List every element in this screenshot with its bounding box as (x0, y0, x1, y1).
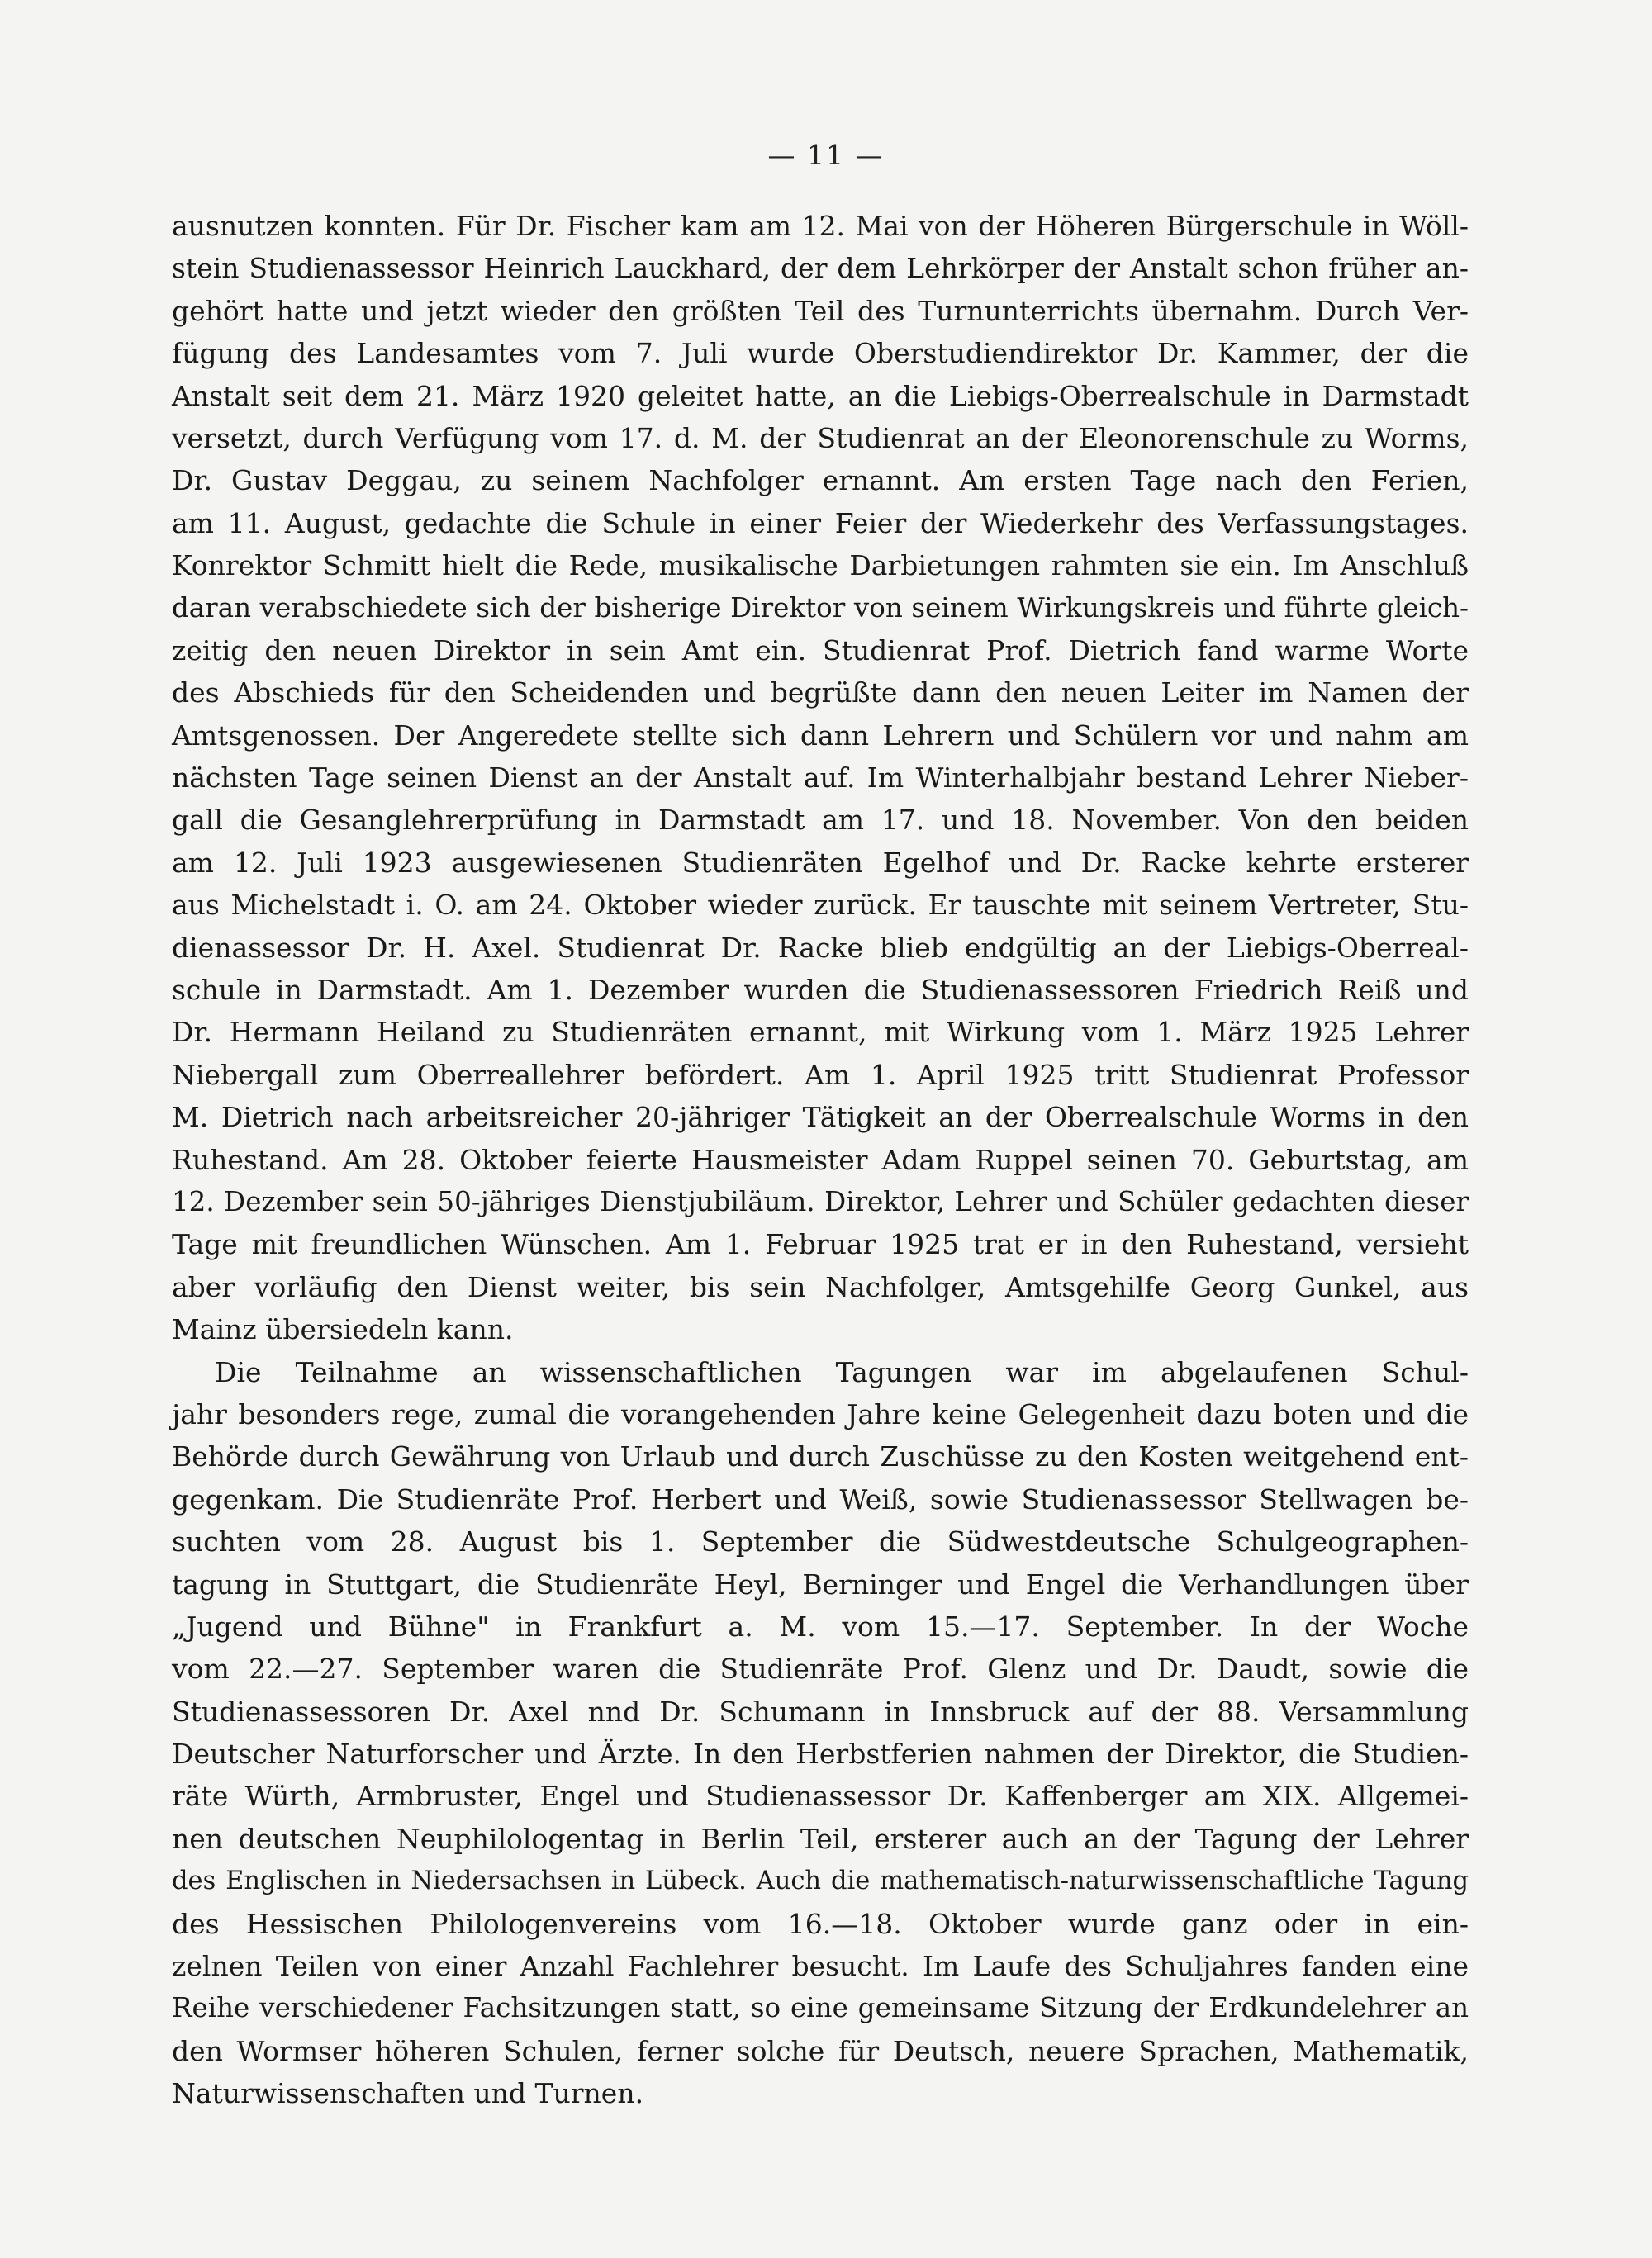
text-line: nen deutschen Neuphilologentag in Berlin Teil, ersterer auch an der Tagung der Lehrer (172, 1822, 1469, 1855)
text-line: nächsten Tage seinen Dienst an der Anstalt auf. Im Winterhalbjahr bestand Lehrer Nieber- (172, 761, 1469, 795)
text-line: aber vorläufig den Dienst weiter, bis sein Nachfolger, Amtsgehilfe Georg Gunkel, aus (172, 1270, 1469, 1303)
text-line: Dr. Hermann Heiland zu Studienräten ernannt, mit Wirkung vom 1. März 1925 Lehrer (172, 1016, 1469, 1049)
paragraph-start-line: Die Teilnahme an wissenschaftlichen Tagungen war im abgelaufenen Schul- (215, 1355, 1469, 1388)
text-line: ausnutzen konnten. Für Dr. Fischer kam am 12. Mai von der Höheren Bürgerschule in Wöll- (172, 210, 1469, 242)
text-line: fügung des Landesamtes vom 7. Juli wurde Oberstudiendirektor Dr. Kammer, der die (172, 337, 1469, 370)
text-line: gehört hatte und jetzt wieder den größten Teil des Turnunterrichts übernahm. Durch Ver- (172, 294, 1469, 327)
text-line: Anstalt seit dem 21. März 1920 geleitet hatte, an die Liebigs-Oberrealschule in Darmstadt (172, 379, 1469, 412)
page-number: — 11 — (767, 139, 885, 171)
text-line: Deutscher Naturforscher und Ärzte. In den Herbstferien nahmen der Direktor, die Studien- (172, 1738, 1469, 1771)
text-line: vom 22.—27. September waren die Studienräte Prof. Glenz und Dr. Daudt, sowie die (172, 1653, 1469, 1686)
text-line: M. Dietrich nach arbeitsreicher 20-jähriger Tätigkeit an der Oberrealschule Worms in den (172, 1101, 1469, 1134)
text-line: Studienassessoren Dr. Axel nnd Dr. Schumann in Innsbruck auf der 88. Versammlung (172, 1695, 1469, 1728)
text-line: Behörde durch Gewährung von Urlaub und durch Zuschüsse zu den Kosten weitgehend ent- (172, 1440, 1469, 1473)
text-line: versetzt, durch Verfügung vom 17. d. M. der Studienrat an der Eleonorenschule zu Worms, (172, 421, 1469, 454)
text-line: am 12. Juli 1923 ausgewiesenen Studienräten Egelhof und Dr. Racke kehrte ersterer (172, 846, 1469, 879)
text-line: am 11. August, gedachte die Schule in einer Feier der Wiederkehr des Verfassungstages. (172, 506, 1469, 539)
text-line: Niebergall zum Oberreallehrer befördert. Am 1. April 1925 tritt Studienrat Professor (172, 1058, 1469, 1091)
text-line: Tage mit freundlichen Wünschen. Am 1. Februar 1925 trat er in den Ruhestand, versieht (172, 1228, 1469, 1261)
text-line: schule in Darmstadt. Am 1. Dezember wurden die Studienassessoren Friedrich Reiß und (172, 974, 1469, 1007)
text-line: zeitig den neuen Direktor in sein Amt ein. Studienrat Prof. Dietrich fand warme Worte (172, 633, 1469, 666)
text-line: zelnen Teilen von einer Anzahl Fachlehrer besucht. Im Laufe des Schuljahres fanden eine (172, 1950, 1469, 1983)
text-line: „Jugend und Bühne" in Frankfurt a. M. vom 15.—17. September. In der Woche (172, 1610, 1469, 1643)
text-line: Konrektor Schmitt hielt die Rede, musikalische Darbietungen rahmten sie ein. Im Anschluß (172, 549, 1469, 582)
text-line: den Wormser höheren Schulen, ferner solche für Deutsch, neuere Sprachen, Mathematik, (172, 2034, 1469, 2067)
text-line: des Englischen in Niedersachsen in Lübeck. Auch die mathematisch-naturwissenschaftliche Tagung (172, 1867, 1469, 1896)
text-line: gall die Gesanglehrerprüfung in Darmstadt am 17. und 18. November. Von den beiden (172, 804, 1469, 837)
text-line: daran verabschiedete sich der bisherige Direktor von seinem Wirkungskreis und führte gleich- (172, 591, 1469, 624)
text-line: Amtsgenossen. Der Angeredete stellte sich dann Lehrern und Schülern vor und nahm am (172, 719, 1469, 752)
text-line: Dr. Gustav Deggau, zu seinem Nachfolger ernannt. Am ersten Tage nach den Ferien, (172, 464, 1469, 497)
text-line: suchten vom 28. August bis 1. September die Südwestdeutsche Schulgeographen- (172, 1525, 1469, 1558)
text-line: des Abschieds für den Scheidenden und begrüßte dann den neuen Leiter im Namen der (172, 676, 1469, 709)
paragraph-end-line: Naturwissenschaften und Turnen. (172, 2077, 644, 2110)
text-line: aus Michelstadt i. O. am 24. Oktober wieder zurück. Er tauschte mit seinem Vertreter, Stu- (172, 889, 1469, 922)
text-line: dienassessor Dr. H. Axel. Studienrat Dr. Racke blieb endgültig an der Liebigs-Oberreal- (172, 931, 1469, 964)
text-line: des Hessischen Philologenvereins vom 16.—18. Oktober wurde ganz oder in ein- (172, 1907, 1469, 1940)
paragraph-end-line: Mainz übersiedeln kann. (172, 1313, 514, 1346)
text-line: Ruhestand. Am 28. Oktober feierte Hausmeister Adam Ruppel seinen 70. Geburtstag, am (172, 1143, 1469, 1176)
text-line: Reihe verschiedener Fachsitzungen statt, so eine gemeinsame Sitzung der Erdkundelehrer an (172, 1992, 1469, 2024)
text-line: tagung in Stuttgart, die Studienräte Heyl, Berninger und Engel die Verhandlungen über (172, 1568, 1469, 1601)
text-line: jahr besonders rege, zumal die vorangehenden Jahre keine Gelegenheit dazu boten und die (172, 1397, 1469, 1430)
text-line: 12. Dezember sein 50-jähriges Dienstjubiläum. Direktor, Lehrer und Schüler gedachten dieser (172, 1185, 1469, 1217)
text-line: räte Würth, Armbruster, Engel und Studienassessor Dr. Kaffenberger am XIX. Allgemei- (172, 1780, 1469, 1813)
text-line: gegenkam. Die Studienräte Prof. Herbert und Weiß, sowie Studienassessor Stellwagen be- (172, 1482, 1469, 1516)
body-text (172, 205, 1469, 2115)
text-line: stein Studienassessor Heinrich Lauckhard, der dem Lehrkörper der Anstalt schon früher an- (172, 252, 1469, 285)
